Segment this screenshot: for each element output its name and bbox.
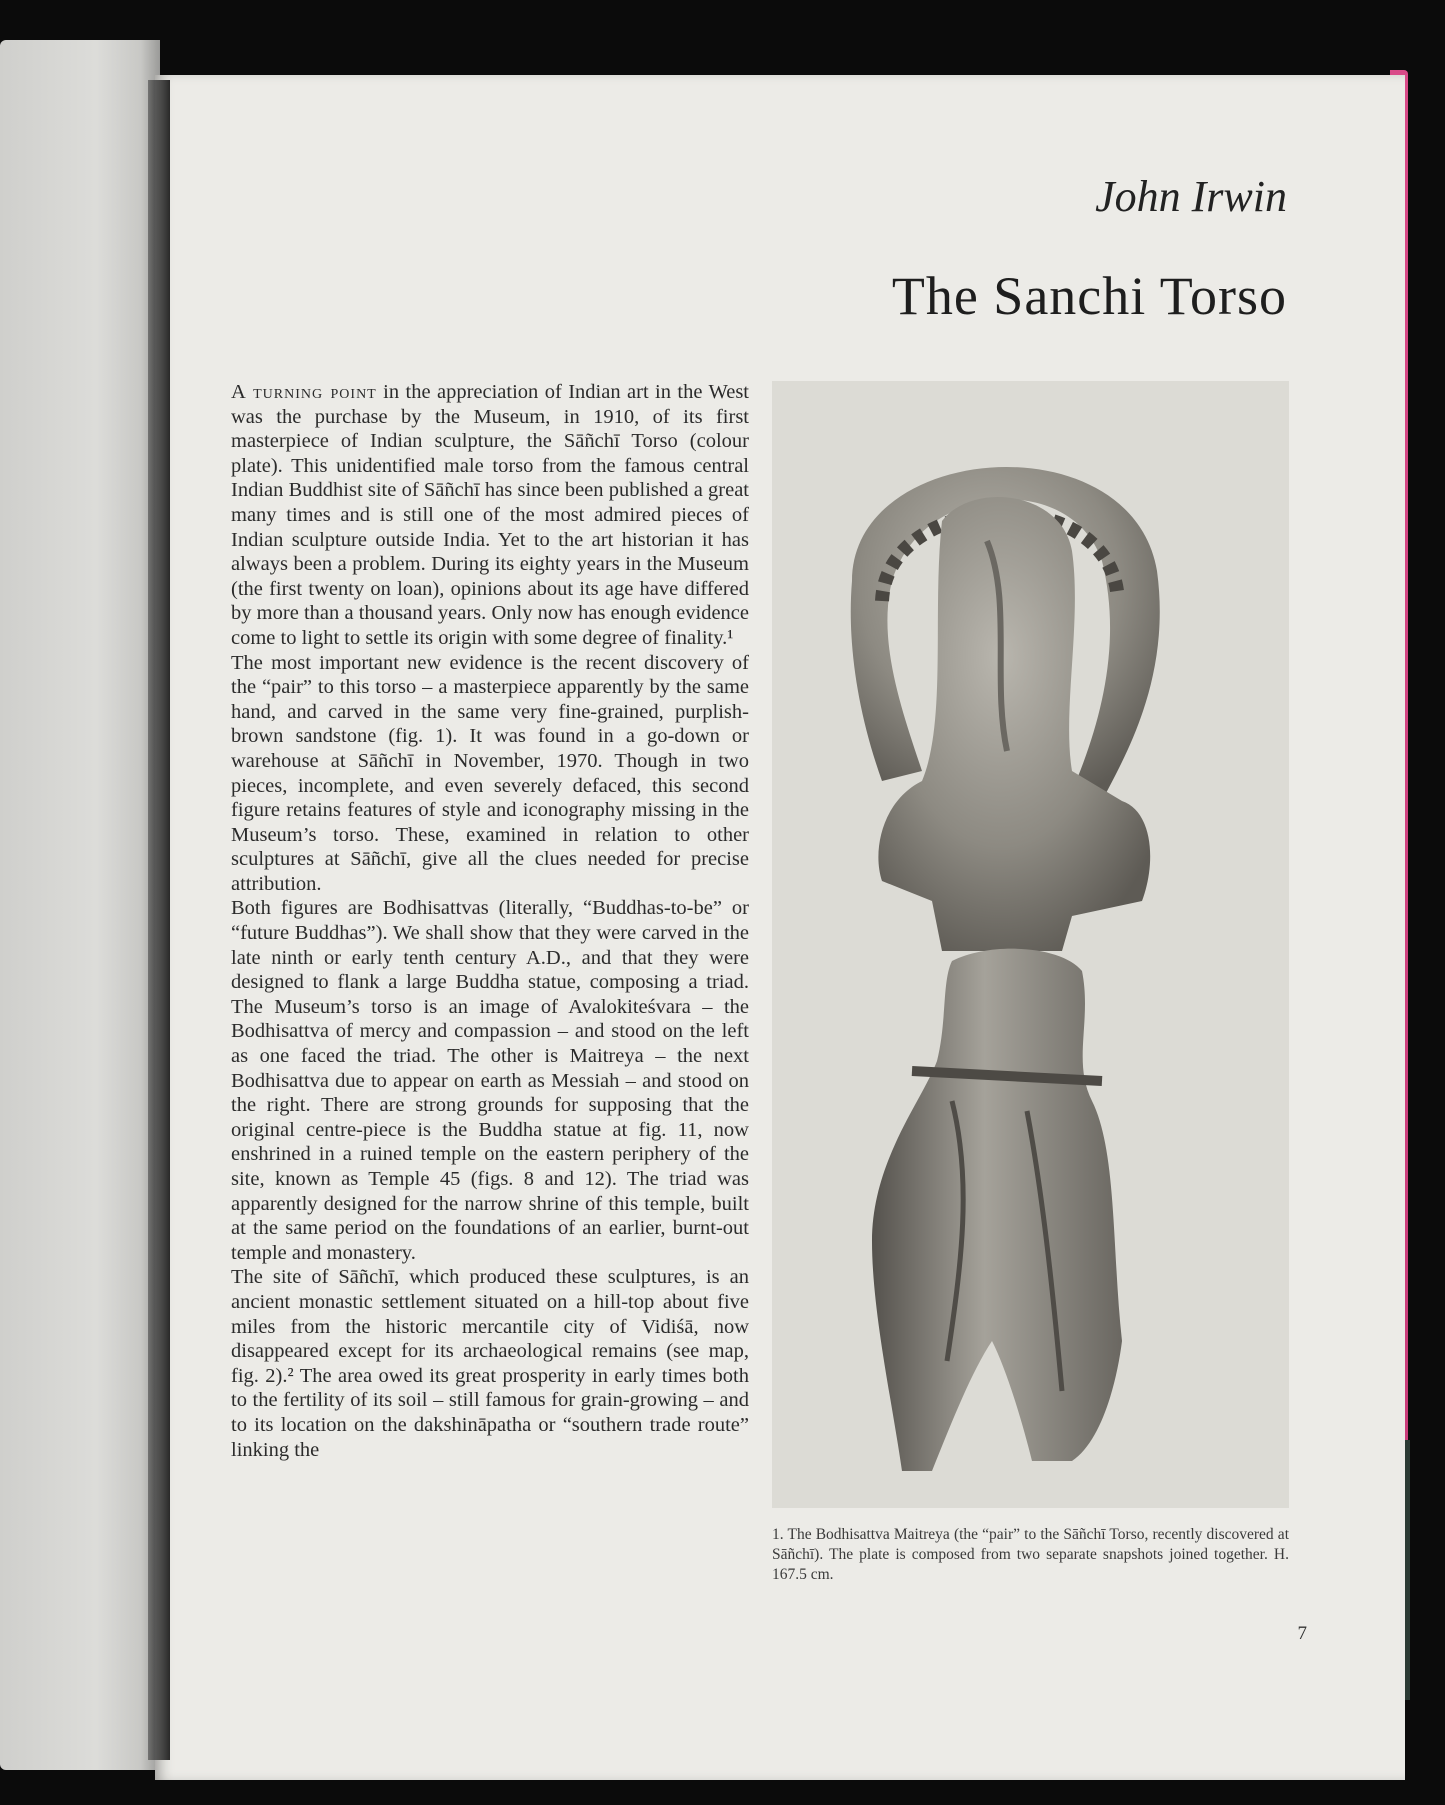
figure-caption: 1. The Bodhisattva Maitreya (the “pair” to the Sāñchī Torso, recently discovered at Sāñchī). The plate is composed from two separate snapshots joined together. H. 167.5 cm.: [772, 1526, 1289, 1583]
body-text-column: [231, 380, 749, 1462]
left-page-edge: [0, 40, 160, 1770]
article-title: The Sanchi Torso: [891, 266, 1287, 326]
paragraph-1-text: in the appreciation of Indian art in the West was the purchase by the Museum, in 1910, of its first masterpiece of Indian sculpture, the Sāñchī Torso (colour plate). This unidentified male torso from the famous central Indian Buddhist site of Sāñchī has since been published a great many times and is still one of the most admired pieces of Indian sculpture outside India. Yet to the art historian it has always been a problem. During its eighty years in the Museum (the first twenty on loan), opinions about its age have differed by more than a thousand years. Only now has enough evidence come to light to settle its origin with some degree of finality.¹: [231, 381, 749, 649]
lead-in: A turning point: [231, 381, 377, 403]
paragraph-3: Both figures are Bodhisattvas (literally, “Buddhas-to-be” or “future Buddhas”). We shall show that they were carved in the late ninth or early tenth century A.D., and that they were designed to flank a large Buddha statue, composing a triad. The Museum’s torso is an image of Avalokiteśvara – the Bodhisattva of mercy and compassion – and stood on the left as one faced the triad. The other is Maitreya – the next Bodhisattva due to appear on earth as Messiah – and stood on the right. There are strong grounds for supposing that the original centre-piece is the Buddha statue at fig. 11, now enshrined in a ruined temple on the eastern periphery of the site, known as Temple 45 (figs. 8 and 12). The triad was apparently designed for the narrow shrine of this temple, built at the same period on the foundations of an earlier, burnt-out temple and monastery.: [231, 897, 749, 1264]
paragraph-1: [231, 380, 749, 651]
paragraph-2: The most important new evidence is the recent discovery of the “pair” to this torso – a masterpiece apparently by the same hand, and carved in the same very fine-grained, purplish-brown sandstone (fig. 1). It was found in a go-down or warehouse at Sāñchī in November, 1970. Though in two pieces, incomplete, and even severely defaced, this second figure retains features of style and iconography missing in the Museum’s torso. These, examined in relation to other sculptures at Sāñchī, give all the clues needed for precise attribution.: [231, 651, 749, 895]
right-page: [155, 75, 1405, 1780]
sculpture-photograph: [772, 381, 1289, 1508]
sculpture-illustration: [772, 381, 1289, 1508]
paragraph-4: The site of Sāñchī, which produced these sculptures, is an ancient monastic settlement situated on a hill-top about five miles from the historic mercantile city of Vidiśā, now disappeared except for its archaeological remains (see map, fig. 2).² The area owed its great prosperity in early times both to the fertility of its soil – still famous for grain-growing – and to its location on the dakshināpatha or “southern trade route” linking the: [231, 1266, 749, 1461]
author-name: John Irwin: [1095, 172, 1287, 221]
page-number: 7: [1297, 1623, 1307, 1644]
spine-shadow: [148, 80, 170, 1760]
